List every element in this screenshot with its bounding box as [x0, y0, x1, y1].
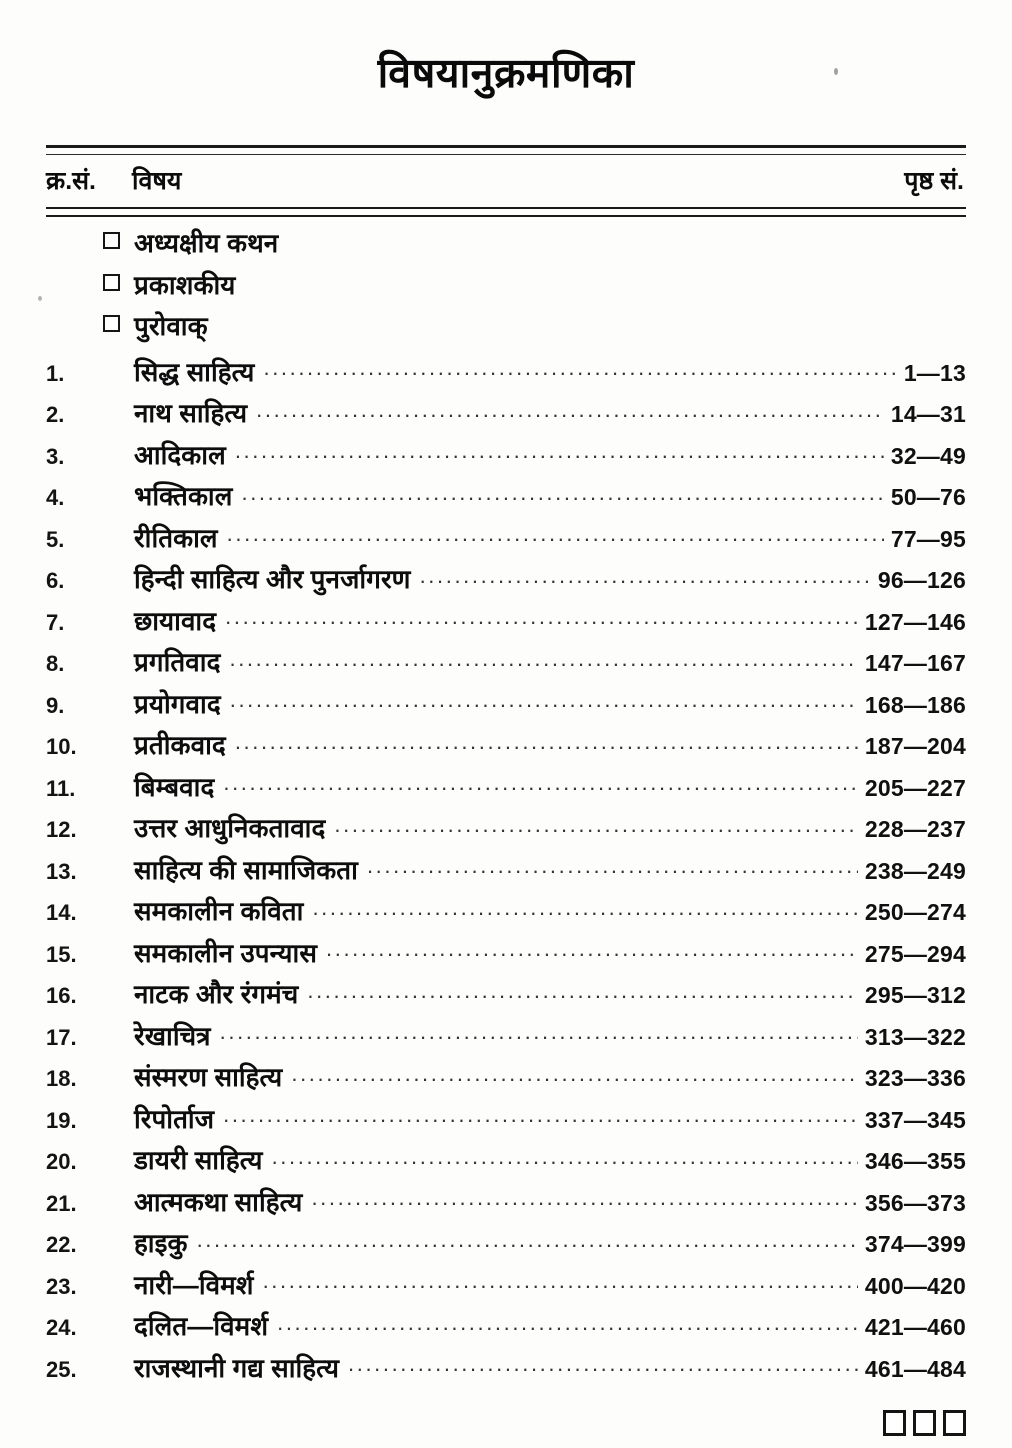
- toc-row[interactable]: [46, 1185, 966, 1227]
- toc-entry-number: 12.: [46, 817, 77, 843]
- toc-entry-number: 15.: [46, 941, 77, 967]
- toc-entry-title: हाइकु: [134, 1228, 188, 1259]
- toc-entry-title: नारी—विमर्श: [134, 1269, 254, 1300]
- toc-row[interactable]: [46, 521, 966, 563]
- toc-entry-page-range: 228—237: [864, 816, 966, 843]
- dot-leader: [312, 894, 857, 920]
- toc-entry-number: 17.: [46, 1024, 77, 1050]
- toc-entry-title: हिन्दी साहित्य और पुनर्जागरण: [134, 564, 411, 595]
- toc-entry-number: 24.: [46, 1315, 77, 1341]
- toc-row[interactable]: [46, 894, 966, 936]
- toc-entry-number: 7.: [46, 609, 65, 635]
- toc-entry-title: अध्यक्षीय कथन: [134, 228, 279, 259]
- toc-entry-number: 4.: [46, 485, 65, 511]
- toc-entry-title: बिम्बवाद: [134, 771, 215, 802]
- toc-entry-number: 3.: [46, 443, 65, 469]
- toc-entry-number: 20.: [46, 1149, 77, 1175]
- toc-entry-page-range: 127—146: [864, 608, 966, 635]
- dot-leader: [348, 1351, 858, 1377]
- toc-row[interactable]: [46, 1019, 966, 1061]
- toc-entry-title: राजस्थानी गद्य साहित्य: [134, 1352, 340, 1383]
- toc-entry-number: 9.: [46, 692, 65, 718]
- toc-row[interactable]: [46, 1226, 966, 1268]
- toc-entry-number: 13.: [46, 858, 77, 884]
- page-title: विषयानुक्रमणिका: [377, 50, 635, 96]
- toc-bullet-cell: [46, 235, 134, 252]
- toc-row[interactable]: [46, 1143, 966, 1185]
- toc-entry-page-range: 147—167: [864, 650, 966, 677]
- toc-entry-page-range: 96—126: [877, 567, 966, 594]
- dot-leader: [223, 770, 857, 796]
- toc-entry-page-range: 238—249: [864, 857, 966, 884]
- toc-entry-page-range: 313—322: [864, 1023, 966, 1050]
- square-glyph-icon: [883, 1410, 906, 1436]
- toc-row[interactable]: [46, 977, 966, 1019]
- toc-entry-number: 14.: [46, 900, 77, 926]
- dot-leader: [197, 1226, 858, 1252]
- toc-entry-page-range: 356—373: [864, 1189, 966, 1216]
- toc-entry-page-range: 461—484: [864, 1355, 966, 1382]
- dot-leader: [367, 853, 858, 879]
- toc-entry-page-range: 14—31: [890, 401, 966, 428]
- toc-row[interactable]: [46, 562, 966, 604]
- toc-entry-number: 2.: [46, 402, 65, 428]
- toc-entry-page-range: 250—274: [864, 899, 966, 926]
- toc-entry-page-range: 374—399: [864, 1231, 966, 1258]
- dot-leader: [311, 1185, 857, 1211]
- toc-entry-number: 1.: [46, 360, 65, 386]
- dot-leader: [242, 479, 884, 505]
- toc-entry-page-range: 275—294: [864, 940, 966, 967]
- column-header-serial: क्र.सं.: [46, 167, 96, 196]
- dot-leader: [263, 1268, 858, 1294]
- toc-entry-title: प्रगतिवाद: [134, 647, 221, 678]
- toc-entry-number: 21.: [46, 1190, 77, 1216]
- dot-leader: [291, 1060, 857, 1086]
- dot-leader: [235, 728, 858, 754]
- dot-leader: [277, 1309, 858, 1335]
- toc-row[interactable]: [46, 1268, 966, 1310]
- toc-entry-page-range: 77—95: [890, 525, 966, 552]
- toc-row[interactable]: [46, 355, 966, 397]
- scan-artifact-dot-secondary: [38, 296, 42, 301]
- toc-entry-page-range: 205—227: [864, 774, 966, 801]
- toc-entry-title: रीतिकाल: [134, 522, 218, 553]
- toc-list: [46, 217, 966, 1392]
- toc-row[interactable]: [46, 645, 966, 687]
- dot-leader: [220, 1019, 858, 1045]
- toc-entry-title: आदिकाल: [134, 439, 226, 470]
- toc-row[interactable]: [46, 1309, 966, 1351]
- toc-row[interactable]: [46, 1102, 966, 1144]
- toc-entry-number: 6.: [46, 568, 65, 594]
- toc-entry-title: दलित—विमर्श: [134, 1311, 269, 1342]
- toc-row[interactable]: [46, 396, 966, 438]
- toc-bullet-cell: [46, 277, 134, 294]
- toc-row[interactable]: [46, 1060, 966, 1102]
- dot-leader: [272, 1143, 858, 1169]
- toc-row-prefatory[interactable]: [46, 269, 966, 314]
- toc-entry-number: 22.: [46, 1232, 77, 1258]
- toc-entry-title: साहित्य की सामाजिकता: [134, 854, 358, 885]
- table-header-row: [46, 155, 966, 207]
- toc-entry-title: भक्तिकाल: [134, 481, 233, 512]
- toc-entry-number: 25.: [46, 1356, 77, 1382]
- toc-entry-title: संस्मरण साहित्य: [134, 1062, 283, 1093]
- toc-row[interactable]: [46, 936, 966, 978]
- toc-entry-title: छायावाद: [134, 605, 217, 636]
- dot-leader: [326, 936, 858, 962]
- toc-row-prefatory[interactable]: [46, 313, 966, 355]
- column-header-page: पृष्ठ सं.: [904, 167, 964, 196]
- dot-leader: [256, 396, 884, 422]
- toc-entry-number: 16.: [46, 983, 77, 1009]
- dot-leader: [235, 438, 884, 464]
- toc-entry-number: 11.: [46, 775, 76, 801]
- square-bullet-icon: [103, 315, 120, 332]
- toc-entry-number: 18.: [46, 1066, 77, 1092]
- scan-artifact-dot: [834, 68, 838, 75]
- toc-entry-page-range: 168—186: [864, 691, 966, 718]
- toc-entry-page-range: 50—76: [890, 484, 966, 511]
- toc-entry-page-range: 400—420: [864, 1272, 966, 1299]
- toc-row[interactable]: [46, 853, 966, 895]
- toc-bullet-cell: [46, 318, 134, 335]
- toc-entry-number: 10.: [46, 734, 77, 760]
- toc-entry-page-range: 323—336: [864, 1065, 966, 1092]
- toc-entry-title: समकालीन उपन्यास: [134, 937, 318, 968]
- dot-leader: [227, 521, 884, 547]
- square-bullet-icon: [103, 274, 120, 291]
- toc-entry-page-range: 421—460: [864, 1314, 966, 1341]
- toc-entry-page-range: 32—49: [890, 442, 966, 469]
- toc-row[interactable]: [46, 479, 966, 521]
- toc-entry-number: 8.: [46, 651, 65, 677]
- toc-entry-page-range: 337—345: [864, 1106, 966, 1133]
- square-glyph-icon: [913, 1410, 936, 1436]
- toc-entry-title: उत्तर आधुनिकतावाद: [134, 813, 326, 844]
- dot-leader: [229, 645, 857, 671]
- table-top-rule: [46, 145, 966, 155]
- toc-entry-number: 23.: [46, 1273, 77, 1299]
- toc-entry-title: पुरोवाक्: [134, 311, 208, 342]
- toc-row[interactable]: [46, 1351, 966, 1393]
- toc-entry-title: सिद्ध साहित्य: [134, 356, 255, 387]
- dot-leader: [334, 811, 857, 837]
- square-glyph-icon: [943, 1410, 966, 1436]
- toc-row[interactable]: [46, 770, 966, 812]
- toc-entry-title: प्रयोगवाद: [134, 688, 221, 719]
- toc-entry-number: 19.: [46, 1107, 77, 1133]
- toc-entry-title: रिपोर्ताज: [134, 1103, 215, 1134]
- toc-entry-title: नाथ साहित्य: [134, 398, 248, 429]
- toc-row-prefatory[interactable]: [46, 230, 966, 272]
- toc-entry-title: प्रतीकवाद: [134, 730, 226, 761]
- toc-entry-title: समकालीन कविता: [134, 896, 304, 927]
- dot-leader: [263, 355, 896, 381]
- square-bullet-icon: [103, 232, 120, 249]
- toc-row[interactable]: [46, 728, 966, 770]
- dot-leader: [307, 977, 857, 1003]
- table-header-bottom-rule: [46, 207, 966, 217]
- toc-entry-title: नाटक और रंगमंच: [134, 979, 299, 1010]
- toc-entry-title: रेखाचित्र: [134, 1020, 211, 1051]
- toc-entry-page-range: 187—204: [864, 733, 966, 760]
- dot-leader: [230, 687, 858, 713]
- toc-entry-title: प्रकाशकीय: [134, 269, 236, 300]
- toc-row[interactable]: [46, 604, 966, 646]
- toc-row[interactable]: [46, 438, 966, 480]
- end-ornament: [883, 1410, 966, 1436]
- toc-entry-page-range: 1—13: [903, 359, 966, 386]
- toc-entry-title: डायरी साहित्य: [134, 1145, 263, 1176]
- toc-entry-title: आत्मकथा साहित्य: [134, 1186, 303, 1217]
- toc-row[interactable]: [46, 687, 966, 729]
- toc-entry-number: 5.: [46, 526, 65, 552]
- column-header-subject: विषय: [132, 167, 182, 196]
- dot-leader: [420, 562, 871, 588]
- toc-row[interactable]: [46, 811, 966, 853]
- toc-entry-page-range: 295—312: [864, 982, 966, 1009]
- dot-leader: [223, 1102, 858, 1128]
- toc-entry-page-range: 346—355: [864, 1148, 966, 1175]
- dot-leader: [225, 604, 858, 630]
